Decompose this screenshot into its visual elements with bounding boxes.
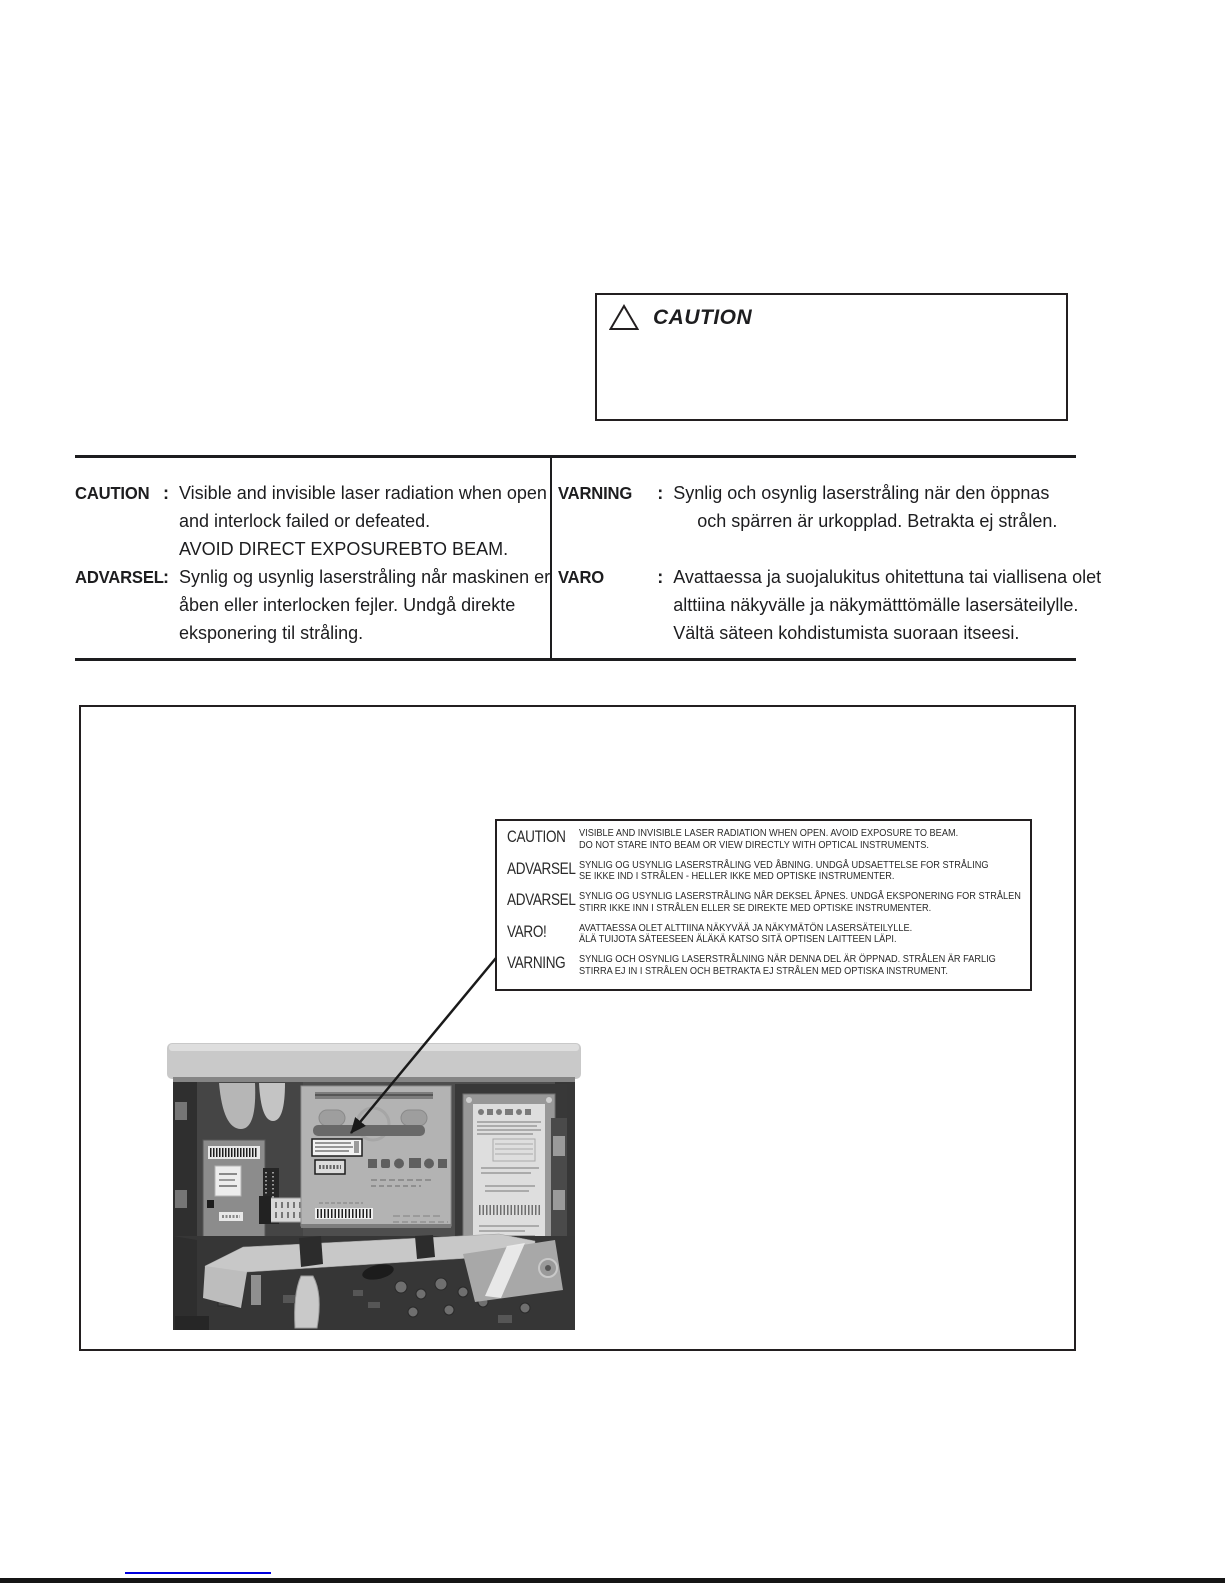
- label-line: STIRRA EJ IN I STRÅLEN OCH BETRAKTA EJ STRÅLEN MED OPTISKA INSTRUMENT.: [579, 965, 948, 977]
- label-term: ADVARSEL: [507, 859, 576, 878]
- label-lines: [579, 860, 1024, 883]
- label-lines: [579, 891, 1059, 914]
- warning-column-left: [75, 458, 550, 658]
- warning-entry-varo: [558, 563, 1101, 647]
- warning-triangle-icon: [609, 304, 639, 331]
- warning-entry-caution: [75, 479, 550, 563]
- warning-lines: [179, 563, 550, 647]
- warning-colon: :: [163, 567, 169, 587]
- warning-term: VARO: [558, 567, 605, 587]
- laser-label-panel: [495, 819, 1032, 991]
- label-term: VARO!: [507, 922, 547, 941]
- warning-line: Visible and invisible laser radiation when open: [179, 483, 547, 503]
- label-line: ÄLÄ TUIJOTA SÄTEESEEN ÄLÄKÄ KATSO SITÄ OPTISEN LAITTEEN LÄPI.: [579, 934, 897, 945]
- label-row-advarsel-1: [507, 860, 1030, 892]
- warning-term: CAUTION: [75, 483, 150, 503]
- label-row-varning: [507, 954, 1030, 986]
- label-line: SYNLIG OG USYNLIG LASERSTRÅLING VED ÅBNING. UNDGÅ UDSAETTELSE FOR STRÅLING: [579, 859, 989, 871]
- warning-colon: :: [163, 483, 169, 503]
- warning-line: AVOID DIRECT EXPOSUREBTO BEAM.: [179, 539, 509, 559]
- barcode-label: [315, 1208, 373, 1219]
- label-lines: [579, 828, 991, 851]
- warning-line: and interlock failed or defeated.: [179, 511, 431, 531]
- warning-column-right: [550, 458, 1101, 658]
- footer-link-underline[interactable]: [125, 1572, 271, 1574]
- warning-entry-advarsel: [75, 563, 550, 647]
- warning-lines: [673, 479, 1101, 563]
- page-bottom-rule: [0, 1578, 1225, 1583]
- label-row-advarsel-2: [507, 891, 1030, 923]
- caution-callout-box: [595, 293, 1068, 421]
- label-line: SYNLIG OG USYNLIG LASERSTRÅLING NÅR DEKSEL ÅPNES. UNDGÅ EKSPONERING FOR STRÅLEN: [579, 891, 1021, 902]
- label-pointer-arrow: [325, 935, 515, 1150]
- label-term: VARNING: [507, 954, 566, 972]
- label-line: DO NOT STARE INTO BEAM OR VIEW DIRECTLY WITH OPTICAL INSTRUMENTS.: [579, 839, 929, 851]
- warning-lines: [179, 479, 550, 563]
- label-term: CAUTION: [507, 828, 566, 846]
- warning-line: Avattaessa ja suojalukitus ohitettuna tai viallisena olet: [673, 567, 1102, 587]
- label-term: ADVARSEL: [507, 891, 576, 909]
- warning-colon: :: [657, 483, 664, 503]
- label-line: SE IKKE IND I STRÅLEN - HELLER IKKE MED OPTISKE INSTRUMENTER.: [579, 871, 895, 882]
- label-row-varo: [507, 923, 1030, 955]
- label-lines: [579, 954, 1032, 977]
- warning-line: Synlig och osynlig laserstråling när den öppnas: [673, 483, 1050, 503]
- warning-line: eksponering til stråling.: [179, 623, 364, 643]
- main-circuit-board: [173, 1234, 575, 1330]
- laser-warning-text-section: [75, 455, 1102, 661]
- warning-line: Vältä säteen kohdistumista suoraan itseesi.: [673, 623, 1020, 643]
- caution-callout-header: [597, 295, 1066, 331]
- warning-line: alttiina näkyvälle ja näkymätttömälle lasersäteilylle.: [673, 595, 1079, 615]
- label-lines: [579, 923, 941, 946]
- ribbon-cable: [295, 1276, 320, 1328]
- warning-term: ADVARSEL: [75, 567, 164, 587]
- warning-term: VARNING: [558, 483, 633, 503]
- warning-entry-varning: [558, 479, 1101, 563]
- caution-callout-title: CAUTION: [653, 305, 753, 329]
- label-line: VISIBLE AND INVISIBLE LASER RADIATION WHEN OPEN. AVOID EXPOSURE TO BEAM.: [579, 828, 959, 839]
- warning-colon: :: [657, 567, 664, 587]
- warning-line: Synlig og usynlig laserstråling når maskinen er: [179, 567, 551, 587]
- label-line: STIRR IKKE INN I STRÅLEN ELLER SE DIREKTE MED OPTISKE INSTRUMENTER.: [579, 902, 932, 914]
- label-line: AVATTAESSA OLET ALTTIINA NÄKYVÄÄ JA NÄKYMÄTÖN LASERSÄTEILYLLE.: [579, 922, 913, 934]
- warning-line: och spärren är urkopplad. Betrakta ej strålen.: [697, 511, 1058, 531]
- warning-lines: [673, 563, 1101, 647]
- warning-line: åben eller interlocken fejler. Undgå direkte: [179, 595, 516, 615]
- label-line: SYNLIG OCH OSYNLIG LASERSTRÅLNING NÄR DENNA DEL ÄR ÖPPNAD. STRÅLEN ÄR FARLIG: [579, 954, 996, 965]
- label-row-caution: [507, 828, 1030, 860]
